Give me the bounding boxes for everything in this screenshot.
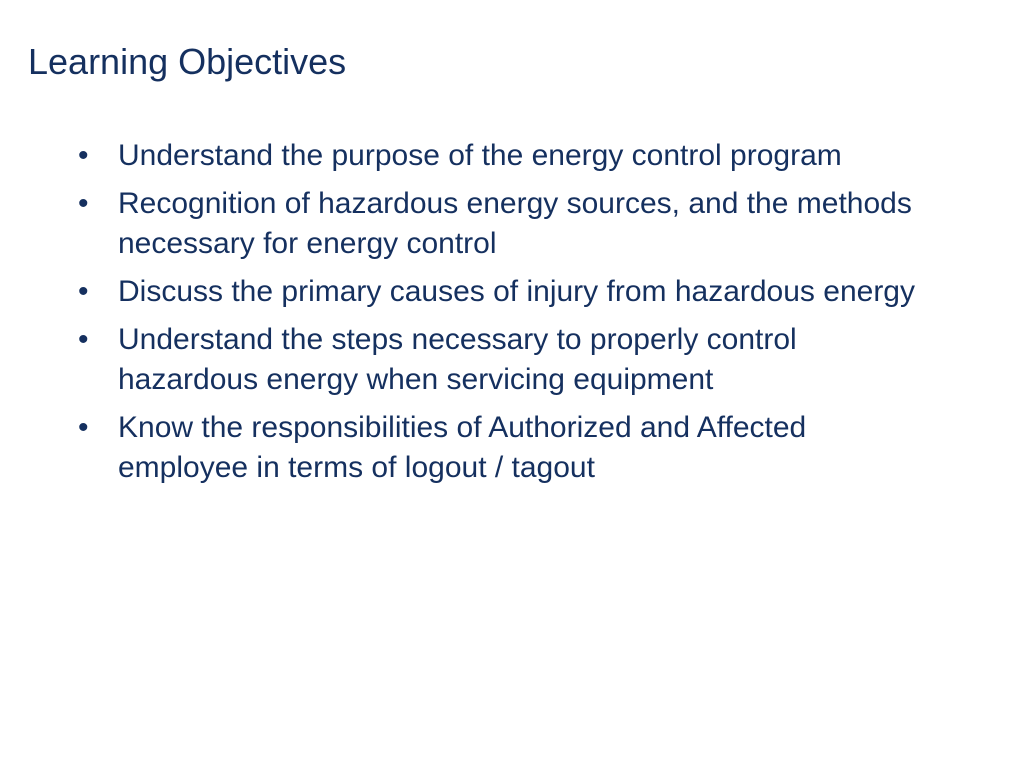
bullet-icon: •	[78, 323, 89, 356]
bullet-icon: •	[78, 411, 89, 444]
objective-item	[78, 184, 928, 264]
objective-text: Discuss the primary causes of injury from hazardous energy	[118, 275, 915, 308]
objective-item	[78, 320, 928, 400]
objective-item	[78, 272, 928, 312]
objective-text: Understand the steps necessary to properly control hazardous energy when servicing equipment	[118, 323, 797, 396]
slide-title: Learning Objectives	[28, 41, 347, 82]
bullet-icon: •	[78, 139, 89, 172]
bullet-icon: •	[78, 187, 89, 220]
objective-text: Understand the purpose of the energy control program	[118, 139, 842, 172]
objective-text: Know the responsibilities of Authorized and Affected employee in terms of logout / tagout	[118, 411, 807, 484]
objectives-list	[78, 136, 928, 496]
objective-item	[78, 136, 928, 176]
objective-text: Recognition of hazardous energy sources, and the methods necessary for energy control	[118, 187, 912, 260]
objective-item	[78, 408, 928, 488]
bullet-icon: •	[78, 275, 89, 308]
